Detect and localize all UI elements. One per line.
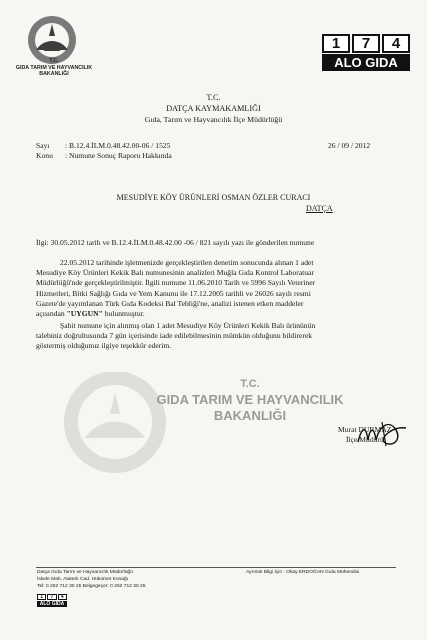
footer-alo-label: ALO GIDA [37,601,67,607]
result-suffix: bulunmuştur. [102,309,145,319]
body-line: 22.05.2012 tarihinde işletmenizde gerçekleştirilen denetim sonucunda alınan 1 adet [60,258,314,267]
footer-alo-digit: 7 [47,594,56,600]
signatory-title: İlçe Müdürü [346,435,384,444]
footer-alo-gida-badge [37,594,67,607]
body-line: göstermiş olduğunuz ilgiye teşekkür ederim. [36,341,172,351]
logo-line2: BAKANLIĞI [39,71,69,77]
watermark-line1: GIDA TARIM VE HAYVANCILIK [156,392,344,407]
footer-divider [36,567,396,568]
alo-label: ALO GIDA [322,54,410,71]
body-line-result [36,309,396,319]
header-directorate: Gıda, Tarım ve Hayvancılık İlçe Müdürlüğü [144,115,283,124]
konu-label: Konu [36,151,53,160]
footer-alo-digit: 4 [58,594,67,600]
body-line: Hizmetleri, Bitki Sağlığı Gıda ve Yem Kanunu ile 17.12.2005 tarihli ve 26026 sayılı resmi [36,288,311,298]
alo-digit: 1 [322,34,350,53]
watermark-tc: T.C. [240,378,260,390]
footer-address: İskele Mah. Atatürk Cad. Hükümet Konağı [37,577,129,582]
footer-contact: Ayrıntılı Bilgi İçin : Okay ERDOĞAN Gıda Mühendisi [246,570,360,575]
sayi-label: Sayı [36,141,50,150]
body-line: Mesudiye Köy Ürünleri Kekik Balı numunesinin analizleri Muğla Gıda Kontrol Laboratuar [36,268,314,278]
body-line: Şahit numune için alınmış olan 1 adet Mesudiye Köy Ürünleri Kekik Balı ürününün [60,321,316,330]
result-verdict: "UYGUN" [66,309,103,319]
body-line: Gazete'de yayımlanan Türk Gıda Kodeksi Bal Tebliği'ne, analizi istenen etken maddeler [36,298,304,308]
alo-digit: 4 [382,34,410,53]
signatory-name: Murat DURMAZ [338,425,392,434]
watermark-line2: BAKANLIĞI [213,408,287,423]
reference-line: İlgi: 30.05.2012 tarih ve B.12.4.İLM.0.48.42.00 -06 / 821 sayılı yazı ile gönderilen numune [36,238,315,247]
footer-alo-digit: 1 [37,594,46,600]
header-authority: DATÇA KAYMAKAMLIĞI [166,104,261,113]
header-tc: T.C. [206,93,221,102]
body-paragraph-2 [36,321,396,352]
recipient-place: DATÇA [306,204,333,213]
body-paragraph-1 [36,258,396,319]
footer-phone: Tel: 0 252 712 30 25 Belgegeçer: 0 252 712 30 25 [37,584,146,589]
sayi-value: : B.12.4.İLM.0.48.42.00-06 / 1525 [65,141,171,150]
body-line: talebiniz doğrultusunda 7 gün içerisinde iade edilebilmesinin mümkün olduğunu bildirerek [36,331,313,341]
letter-date: 26 / 09 / 2012 [328,141,371,150]
alo-digit: 7 [352,34,380,53]
ministry-logo-text [4,58,104,78]
konu-value: : Numune Sonuç Raporu Hakkında [65,151,172,160]
recipient-name: MESUDİYE KÖY ÜRÜNLERİ OSMAN ÖZLER CURACI [116,193,311,202]
alo-digits [322,34,410,53]
body-line: Müdürlüğü'nde gerçekleştirilmiştir. İlgili numune 11.06.2010 Tarih ve 5996 Sayılı Veteriner [36,278,316,288]
footer-alo-digits [37,594,67,600]
logo-line1: GIDA TARIM VE HAYVANCILIK [15,64,93,71]
alo-gida-badge [322,34,410,72]
logo-tc: T.C. [49,58,59,64]
footer-org: Datça Gıda Tarım ve Hayvancılık Müdürlüğü [37,570,133,575]
result-prefix: açısından [36,309,67,319]
watermark-logo-icon [60,372,360,492]
